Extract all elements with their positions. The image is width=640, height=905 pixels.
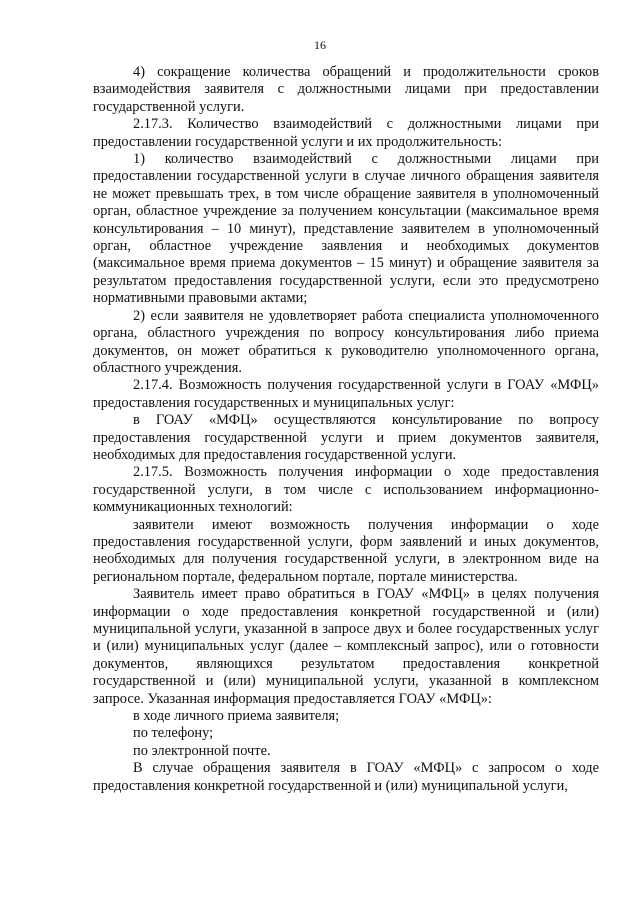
paragraph-2-17-3-heading: 2.17.3. Количество взаимодействий с должностными лицами при предоставлении государственной услуги и их продолжительность: [93,116,599,150]
list-item-email: по электронной почте. [133,742,271,759]
paragraph-2-17-4-heading: 2.17.4. Возможность получения государственной услуги в ГОАУ «МФЦ» предоставления государственных и муниципальных услуг: [93,377,599,411]
paragraph-final-continuation: В случае обращения заявителя в ГОАУ «МФЦ» с запросом о ходе предоставления конкретной государственной и (или) муниципальной услуги, [93,760,599,794]
list-item-phone: по телефону; [133,725,214,742]
paragraph-2-17-5-heading: 2.17.5. Возможность получения информации о ходе предоставления государственной услуги, в том числе с использованием информационно-коммуникационных технологий: [93,464,599,516]
list-item-personal-visit: в ходе личного приема заявителя; [133,708,340,725]
page-number: 16 [314,38,326,52]
paragraph-electronic-info: заявители имеют возможность получения информации о ходе предоставления государственной услуги, форм заявлений и иных документов, необходимых для получения государственной услуги, в электронном виде на региональном портале, федеральном портале, портале министерства. [93,516,599,585]
paragraph-item-1-interactions: 1) количество взаимодействий с должностными лицами при предоставлении государственной услуги в случае личного обращения заявителя не может превышать трех, в том числе обращение заявителя в уполномоченный орган, областное учреждение за получением консультации (максимальное время консультирования – 10 минут), представление заявителем в уполномоченный орган, областное учреждение заявления и необходимых документов (максимальное время приема документов – 15 минут) и обращение заявителя за результатом предоставления государственной услуги, если это предусмотрено нормативными правовыми актами; [93,151,599,307]
paragraph-reduce-contacts: 4) сокращение количества обращений и продолжительности сроков взаимодействия заявителя с должностными лицами при предоставлении государственной услуги. [93,64,599,115]
paragraph-item-2-complaint: 2) если заявителя не удовлетворяет работа специалиста уполномоченного органа, областного учреждения по вопросу консультирования либо приема документов, он может обратиться к руководителю уполномоченного органа, областного учреждения. [93,307,599,376]
document-body [93,64,599,795]
paragraph-complex-request: Заявитель имеет право обратиться в ГОАУ «МФЦ» в целях получения информации о ходе предоставления конкретной государственной и (или) муниципальной услуги, указанной в запросе двух и более государственных услуг и (или) муниципальных услуг (далее – комплексный запрос), или о готовности документов, являющихся результатом предоставления конкретной государственной и (или) муниципальной услуги, указанной в комплексном запросе. Указанная информация предоставляется ГОАУ «МФЦ»: [93,586,599,707]
paragraph-mfc-consulting: в ГОАУ «МФЦ» осуществляются консультирование по вопросу предоставления государственной услуги и прием документов заявителя, необходимых для предоставления государственной услуги. [93,412,599,463]
